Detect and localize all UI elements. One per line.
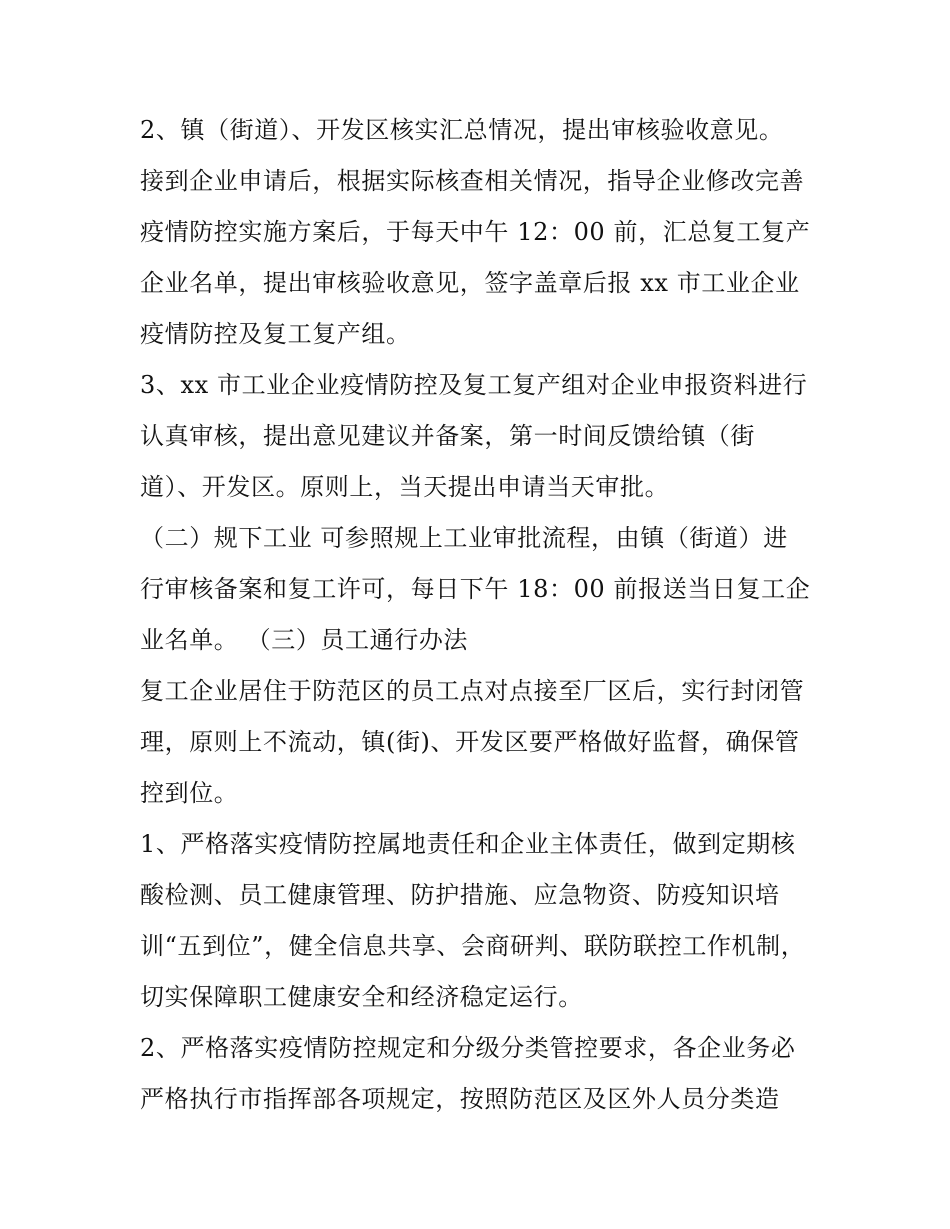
text-line: 严格执行市指挥部各项规定，按照防范区及区外人员分类造	[140, 1085, 780, 1113]
text-line: 业名单。 （三）员工通行办法	[140, 626, 469, 654]
text-line: 训“五到位”，健全信息共享、会商研判、联防联控工作机制，	[140, 932, 806, 960]
text-line: 疫情防控实施方案后，于每天中午 12：00 前，汇总复工复产	[140, 218, 811, 246]
text-line: 理，原则上不流动，镇(街)、开发区要严格做好监督，确保管	[140, 728, 800, 756]
text-line: 疫情防控及复工复产组。	[140, 320, 411, 348]
text-line: 复工企业居住于防范区的员工点对点接至厂区后，实行封闭管	[140, 677, 805, 705]
text-line: 2、镇（街道）、开发区核实汇总情况，提出审核验收意见。	[140, 116, 784, 144]
text-line: 行审核备案和复工许可，每日下午 18：00 前报送当日复工企	[140, 575, 811, 603]
text-line: 酸检测、员工健康管理、防护措施、应急物资、防疫知识培	[140, 881, 780, 909]
text-line: 企业名单，提出审核验收意见，签字盖章后报 xx 市工业企业	[140, 269, 800, 297]
text-line: 切实保障职工健康安全和经济稳定运行。	[140, 983, 583, 1011]
text-line: 2、严格落实疫情防控规定和分级分类管控要求，各企业务必	[140, 1034, 796, 1062]
text-line: 1、严格落实疫情防控属地责任和企业主体责任，做到定期核	[140, 830, 796, 858]
text-line: 接到企业申请后，根据实际核查相关情况，指导企业修改完善	[140, 167, 805, 195]
text-line: 认真审核，提出意见建议并备案，第一时间反馈给镇（街	[140, 422, 755, 450]
text-line: 控到位。	[140, 779, 239, 807]
text-line: 3、xx 市工业企业疫情防控及复工复产组对企业申报资料进行	[140, 371, 808, 399]
text-line: （二）规下工业 可参照规上工业审批流程，由镇（街道）进	[140, 524, 788, 552]
text-line: 道）、开发区。原则上，当天提出申请当天审批。	[140, 473, 670, 501]
